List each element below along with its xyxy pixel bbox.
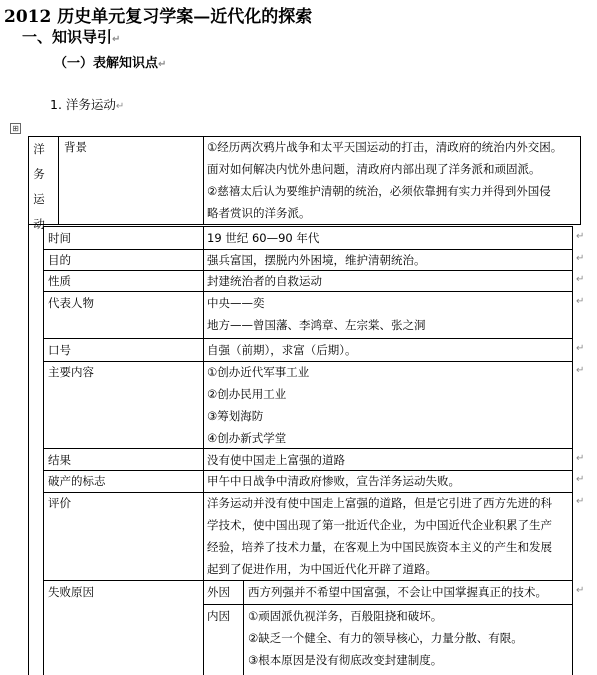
row-label-time: 时间 [48, 231, 71, 245]
evaluation-line: 洋务运动并没有使中国走上富强的道路，但是它引进了西方先进的科 [207, 496, 552, 510]
vertical-label-char: 洋 [33, 142, 45, 156]
row-label-failure: 失败原因 [48, 585, 94, 599]
paragraph-mark: ↵ [112, 34, 121, 45]
cell-end-mark: ↵ [576, 453, 585, 464]
cell-end-mark: ↵ [576, 365, 585, 376]
row-label-evaluation: 评价 [48, 496, 71, 510]
evaluation-line: 起到了促进作用，为中国近代化开辟了道路。 [207, 562, 437, 576]
failure-external-value: 西方列强并不希望中国富强，不会让中国掌握真正的技术。 [248, 585, 547, 599]
table-border [580, 136, 581, 224]
row-value-people [207, 292, 426, 336]
row-label-nature: 性质 [48, 274, 71, 288]
vertical-label-char: 运 [33, 192, 45, 206]
table-border [28, 136, 29, 675]
row-label-slogan: 口号 [48, 343, 71, 357]
people-line: 地方——曾国藩、李鸿章、左宗棠、张之洞 [207, 318, 426, 332]
table-move-handle-icon[interactable]: ⊞ [10, 123, 21, 134]
row-label-bankrupt: 破产的标志 [48, 474, 106, 488]
table-vertical-label [31, 137, 47, 237]
row-value-background [207, 136, 562, 224]
failure-external-label: 外因 [207, 585, 230, 599]
table-border [28, 224, 581, 225]
background-line: 面对如何解决内忧外患问题，清政府内部出现了洋务派和顽固派。 [207, 162, 541, 176]
failure-internal-value [248, 605, 523, 671]
row-label-background: 背景 [64, 140, 87, 154]
row-label-result: 结果 [48, 453, 71, 467]
cell-end-mark: ↵ [576, 474, 585, 485]
content-line: ①创办近代军事工业 [207, 365, 310, 379]
row-value-purpose: 强兵富国，摆脱内外困境，维护清朝统治。 [207, 253, 426, 267]
row-value-evaluation [207, 492, 552, 580]
row-label-content: 主要内容 [48, 365, 94, 379]
section-heading [22, 26, 120, 47]
subsection-heading-text: （一）表解知识点 [54, 56, 159, 71]
cell-end-mark: ↵ [576, 496, 585, 507]
internal-line: ③根本原因是没有彻底改变封建制度。 [248, 653, 443, 667]
row-value-slogan: 自强（前期），求富（后期）。 [207, 343, 357, 357]
content-line: ④创办新式学堂 [207, 431, 287, 445]
section-heading-text: 一、知识导引 [22, 28, 113, 46]
row-value-time: 19 世纪 60—90 年代 [207, 231, 320, 245]
cell-end-mark: ↵ [576, 585, 585, 596]
cell-end-mark: ↵ [576, 274, 585, 285]
topic-heading [50, 95, 124, 113]
row-value-content [207, 361, 309, 449]
vertical-label-char: 动 [33, 217, 45, 231]
document-title: 2012 历史单元复习学案—近代化的探索 [4, 7, 313, 27]
background-line: ②慈禧太后认为要维护清朝的统治，必须依靠拥有实力并得到外国侵 [207, 184, 551, 198]
row-label-people: 代表人物 [48, 296, 94, 310]
row-value-result: 没有使中国走上富强的道路 [207, 453, 345, 467]
evaluation-line: 经验，培养了技术力量，在客观上为中国民族资本主义的产生和发展 [207, 540, 552, 554]
failure-internal-label: 内因 [207, 609, 230, 623]
background-line: 略者赏识的洋务派。 [207, 206, 311, 220]
row-label-purpose: 目的 [48, 253, 71, 267]
background-line: ①经历两次鸦片战争和太平天国运动的打击，清政府的统治内外交困。 [207, 140, 563, 154]
internal-line: ②缺乏一个健全、有力的领导核心，力量分散、有限。 [248, 631, 523, 645]
internal-line: ①顽固派仇视洋务，百般阻挠和破坏。 [248, 609, 443, 623]
paragraph-mark: ↵ [115, 101, 125, 112]
table-border [572, 226, 573, 675]
evaluation-line: 学技术，使中国出现了第一批近代企业，为中国近代企业积累了生产 [207, 518, 552, 532]
table-border [203, 226, 204, 675]
cell-end-mark: ↵ [576, 253, 585, 264]
table-border [203, 136, 204, 224]
subsection-heading [54, 52, 166, 71]
cell-end-mark: ↵ [576, 343, 585, 354]
table-border [58, 136, 59, 224]
row-value-nature: 封建统治者的自救运动 [207, 274, 322, 288]
row-value-bankrupt: 甲午中日战争中清政府惨败，宣告洋务运动失败。 [207, 474, 460, 488]
content-line: ③筹划海防 [207, 409, 264, 423]
table-border [243, 580, 244, 675]
people-line: 中央——奕 [207, 296, 265, 310]
vertical-label-char: 务 [33, 167, 45, 181]
topic-heading-text: 1. 洋务运动 [50, 97, 116, 112]
paragraph-mark: ↵ [158, 59, 167, 70]
cell-end-mark: ↵ [576, 296, 585, 307]
table-border [43, 226, 44, 675]
cell-end-mark: ↵ [576, 231, 585, 242]
content-line: ②创办民用工业 [207, 387, 287, 401]
